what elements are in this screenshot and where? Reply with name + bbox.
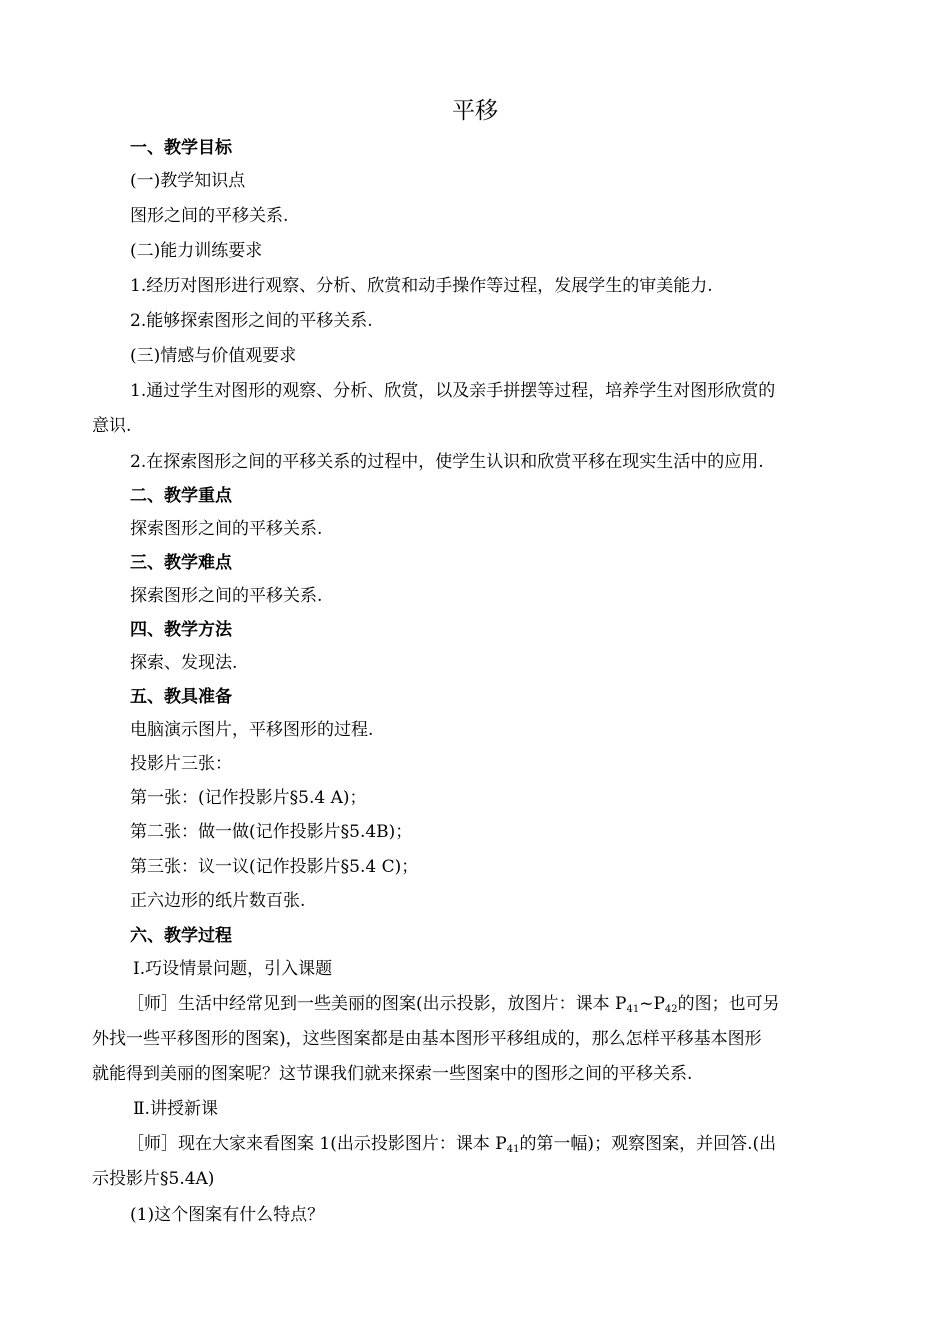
- section-heading-objectives: 一、教学目标: [130, 138, 232, 158]
- subscript: 41: [506, 1144, 520, 1155]
- subscript: 41: [626, 1004, 640, 1015]
- paragraph: 就能得到美丽的图案呢？这节课我们就来探索一些图案中的图形之间的平移关系.: [92, 1064, 693, 1084]
- page-title: 平移: [452, 98, 498, 124]
- paragraph: 第三张：议一议(记作投影片§5.4 C)；: [130, 857, 419, 877]
- paragraph: 2.在探索图形之间的平移关系的过程中，使学生认识和欣赏平移在现实生活中的应用.: [130, 452, 764, 472]
- section-heading-key-points: 二、教学重点: [130, 486, 232, 506]
- subscript: 42: [664, 1004, 678, 1015]
- part-heading-new-lesson: Ⅱ.讲授新课: [133, 1099, 218, 1119]
- text-run: ［师］现在大家来看图案 1(出示投影图片：课本 P: [127, 1134, 507, 1154]
- paragraph: 示投影片§5.4A): [92, 1169, 215, 1189]
- section-heading-difficulties: 三、教学难点: [130, 553, 232, 573]
- paragraph: 1.经历对图形进行观察、分析、欣赏和动手操作等过程，发展学生的审美能力.: [130, 276, 713, 296]
- section-heading-methods: 四、教学方法: [130, 620, 232, 640]
- paragraph: 2.能够探索图形之间的平移关系.: [130, 311, 373, 331]
- paragraph: 外找一些平移图形的图案)，这些图案都是由基本图形平移组成的，那么怎样平移基本图形: [92, 1029, 762, 1049]
- paragraph: 1.通过学生对图形的观察、分析、欣赏，以及亲手拼摆等过程，培养学生对图形欣赏的: [130, 381, 776, 401]
- subheading-knowledge: (一)教学知识点: [130, 171, 246, 191]
- paragraph: 第一张：(记作投影片§5.4 A)；: [130, 788, 367, 808]
- subheading-ability: (二)能力训练要求: [130, 241, 263, 261]
- paragraph: 图形之间的平移关系.: [130, 206, 289, 226]
- paragraph: (1)这个图案有什么特点？: [130, 1205, 325, 1225]
- text-run: 的第一幅)；观察图案，并回答.(出: [519, 1134, 777, 1154]
- paragraph: 探索图形之间的平移关系.: [130, 519, 323, 539]
- paragraph: 电脑演示图片，平移图形的过程.: [130, 720, 374, 740]
- paragraph: [127, 1132, 776, 1159]
- section-heading-process: 六、教学过程: [130, 926, 232, 946]
- paragraph: 探索图形之间的平移关系.: [130, 586, 323, 606]
- section-heading-materials: 五、教具准备: [130, 687, 232, 707]
- paragraph: 投影片三张：: [130, 754, 232, 774]
- text-run: ［师］生活中经常见到一些美丽的图案(出示投影，放图片：课本 P: [127, 994, 627, 1014]
- text-run: 的图；也可另: [677, 994, 780, 1014]
- paragraph: 正六边形的纸片数百张.: [130, 891, 306, 911]
- part-heading-intro: Ⅰ.巧设情景问题，引入课题: [133, 959, 333, 979]
- subheading-values: (三)情感与价值观要求: [130, 346, 297, 366]
- paragraph: [127, 992, 780, 1019]
- paragraph: 意识.: [92, 416, 132, 436]
- paragraph: 探索、发现法.: [130, 653, 238, 673]
- paragraph: 第二张：做一做(记作投影片§5.4B)；: [130, 822, 413, 842]
- text-run: ~P: [639, 994, 665, 1014]
